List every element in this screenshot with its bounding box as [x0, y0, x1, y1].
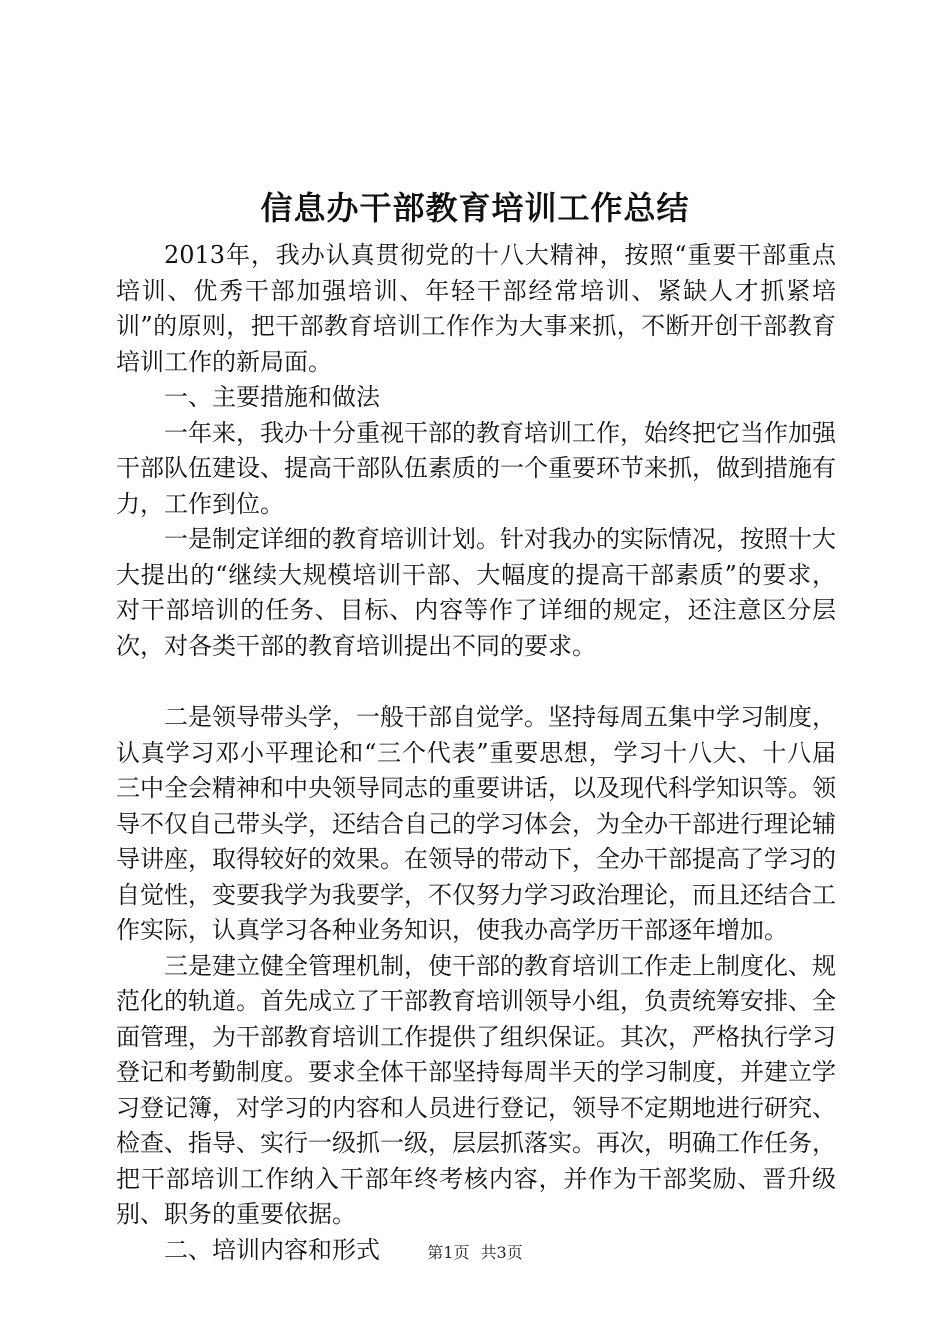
page-total: 共3页: [480, 1243, 523, 1262]
section-heading-1: 一、主要措施和做法: [164, 383, 380, 411]
section-heading-2: 二、培训内容和形式: [164, 1235, 380, 1264]
page-footer: [0, 1242, 950, 1264]
paragraph-point-2: 二是领导带头学，一般干部自觉学。坚持每周五集中学习制度，认真学习邓小平理论和“三个代表”重要思想，学习十八大、十八届三中全会精神和中央领导同志的重要讲话，以及现代科学知识等。领导不仅自己带头学，还结合自己的学习体会，为全办干部进行理论辅导讲座，取得较好的效果。在领导的带动下，全办干部提高了学习的自觉性，变要我学为我要学，不仅努力学习政治理论，而且还结合工作实际，认真学习各种业务知识，使我办高学历干部逐年增加。: [116, 703, 836, 944]
document-body: [116, 238, 836, 1268]
paragraph-point-3: 三是建立健全管理机制，使干部的教育培训工作走上制度化、规范化的轨道。首先成立了干部教育培训领导小组，负责统筹安排、全面管理，为干部教育培训工作提供了组织保证。其次，严格执行学习登记和考勤制度。要求全体干部坚持每周半天的学习制度，并建立学习登记簿，对学习的内容和人员进行登记，领导不定期地进行研究、检查、指导、实行一级抓一级，层层抓落实。再次，明确工作任务，把干部培训工作纳入干部年终考核内容，并作为干部奖励、晋升级别、职务的重要依据。: [116, 951, 836, 1228]
paragraph-intro: 2013年，我办认真贯彻党的十八大精神，按照“重要干部重点培训、优秀干部加强培训、年轻干部经常培训、紧缺人才抓紧培训”的原则，把干部教育培训工作作为大事来抓，不断开创干部教育培训工作的新局面。: [116, 241, 836, 376]
document-title: 信息办干部教育培训工作总结: [260, 189, 690, 227]
page-number: 第1页: [427, 1243, 470, 1262]
paragraph-point-1: 一是制定详细的教育培训计划。针对我办的实际情况，按照十大大提出的“继续大规模培训干部、大幅度的提高干部素质”的要求，对干部培训的任务、目标、内容等作了详细的规定，还注意区分层次，对各类干部的教育培训提出不同的要求。: [116, 525, 836, 660]
paragraph-overview: 一年来，我办十分重视干部的教育培训工作，始终把它当作加强干部队伍建设、提高干部队伍素质的一个重要环节来抓，做到措施有力，工作到位。: [116, 418, 836, 518]
